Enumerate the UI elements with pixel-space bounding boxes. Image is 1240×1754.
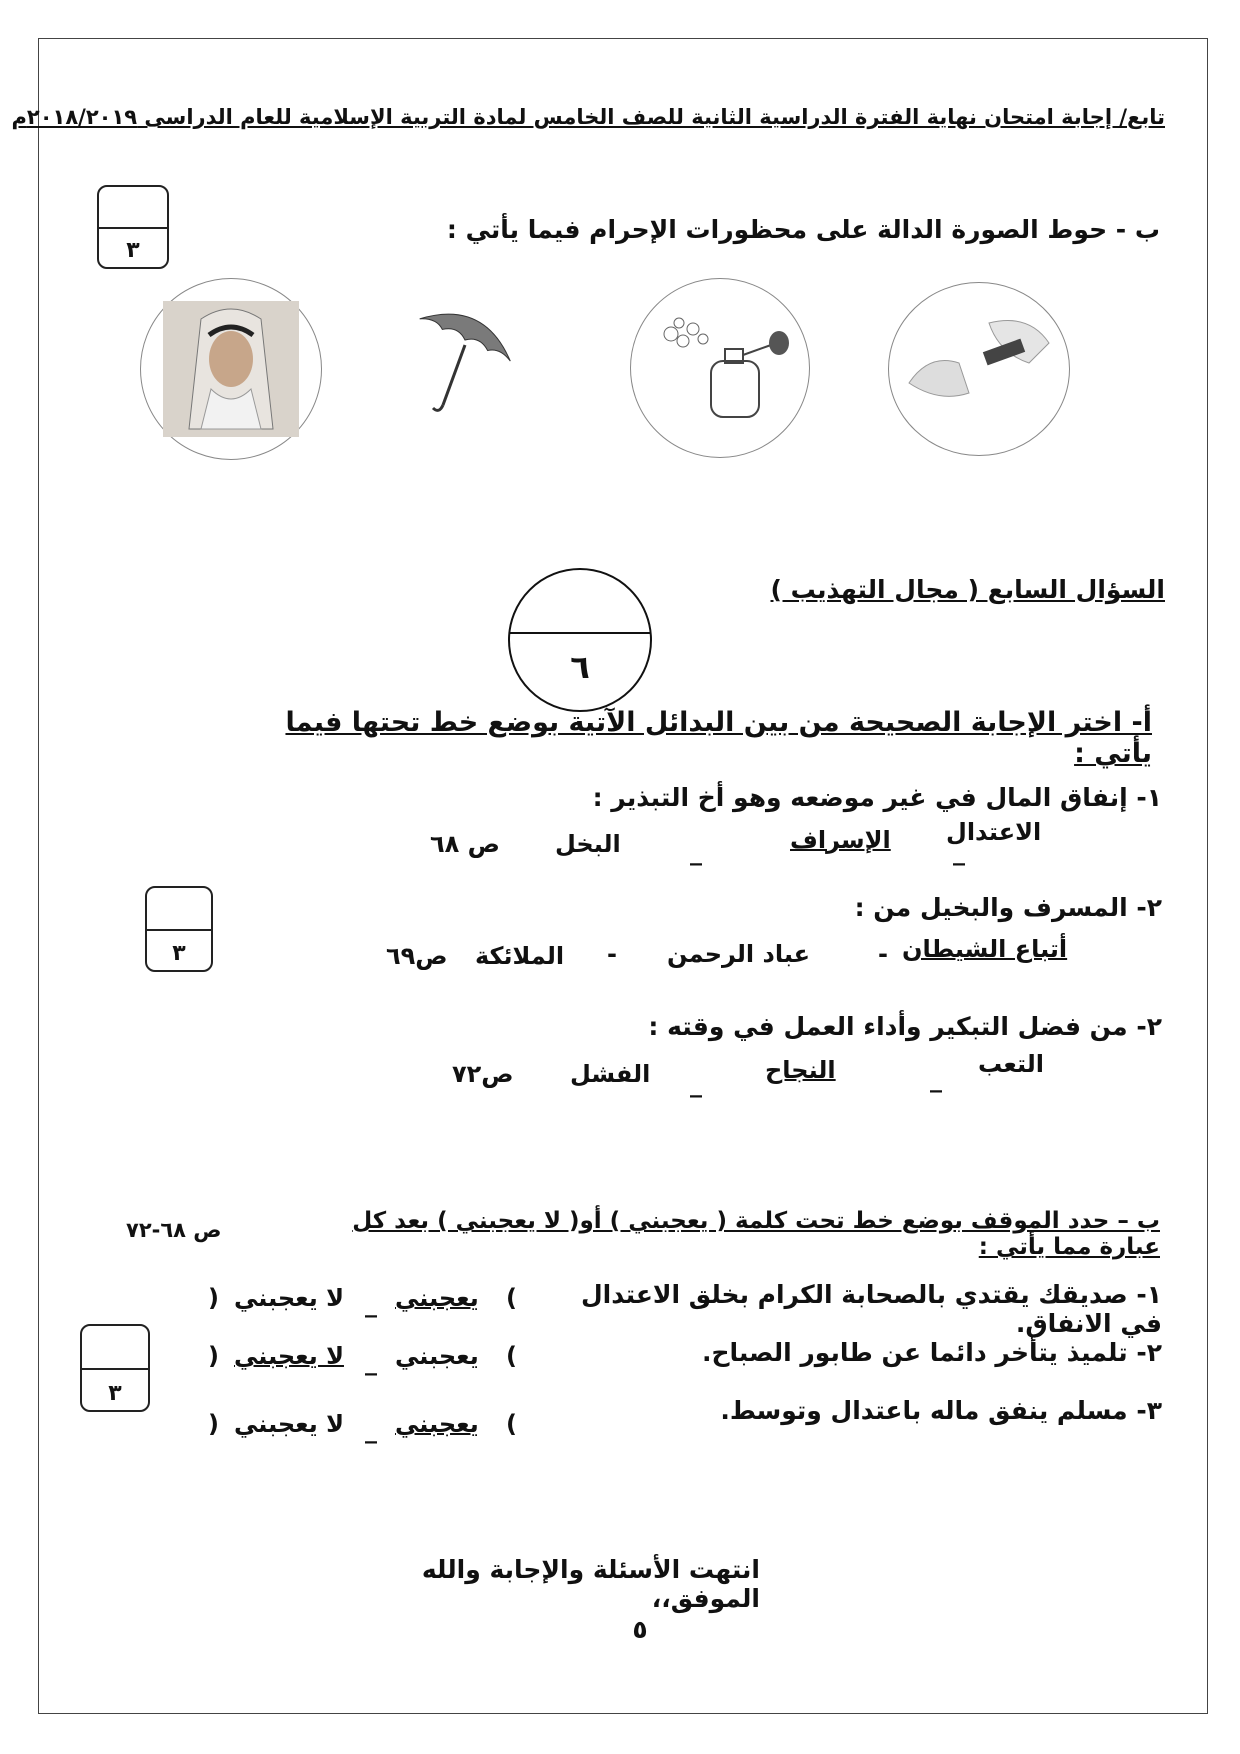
item1-option1[interactable]: الاعتدال	[946, 818, 1042, 846]
q7-title: السؤال السابع ( مجال التهذيب )	[770, 575, 1165, 604]
separator: -	[878, 940, 888, 968]
separator: _	[365, 1416, 377, 1444]
item2-option3[interactable]: الملائكة	[475, 942, 565, 970]
separator: _	[365, 1290, 377, 1318]
q7-score-circle	[508, 568, 652, 712]
paren-open: (	[506, 1410, 517, 1438]
b1-like-correct[interactable]: يعجبني	[395, 1284, 479, 1312]
q7b-item1-text: ١- صديقك يقتدي بالصحابة الكرام بخلق الاعتدال في الانفاق.	[580, 1280, 1162, 1338]
item1-page-ref: ص ٦٨	[430, 830, 500, 858]
q7b-item3-text: ٣- مسلم ينفق ماله باعتدال وتوسط.	[720, 1396, 1162, 1425]
item3-option2-correct[interactable]: النجاح	[765, 1056, 836, 1084]
item3-option1[interactable]: التعب	[978, 1050, 1044, 1078]
paren-open: (	[506, 1342, 517, 1370]
b3-like-correct[interactable]: يعجبني	[395, 1410, 479, 1438]
paren-close: )	[208, 1410, 219, 1438]
separator: _	[690, 838, 702, 866]
item2-option2[interactable]: عباد الرحمن	[667, 940, 811, 968]
item1-option2-correct[interactable]: الإسراف	[790, 826, 891, 854]
q7b-instruction: ب – حدد الموقف بوضع خط تحت كلمة ( يعجبني ) أو( لا يعجبني ) بعد كل عبارة مما يأتي :	[352, 1208, 1160, 1260]
umbrella-image	[405, 300, 525, 420]
score-box-q7a	[145, 886, 213, 972]
paren-open: (	[506, 1284, 517, 1312]
nail-clipper-image	[888, 282, 1070, 456]
item2-option1-correct[interactable]: أتباع الشيطان	[902, 935, 1068, 963]
separator: _	[930, 1065, 942, 1093]
man-ghutra-image	[140, 278, 322, 460]
q7b-item2-text: ٢- تلميذ يتأخر دائما عن طابور الصباح.	[701, 1338, 1162, 1367]
score-value: ٦	[570, 648, 590, 687]
q7a-item3-stem: ٢- من فضل التبكير وأداء العمل في وقته :	[648, 1012, 1162, 1041]
q7a-item1-stem: ١- إنفاق المال في غير موضعه وهو أخ التبذير :	[592, 783, 1162, 812]
item3-option3[interactable]: الفشل	[570, 1060, 651, 1088]
score-value: ٣	[108, 1381, 122, 1406]
item1-option3[interactable]: البخل	[555, 830, 621, 858]
q7a-instruction: أ- اختر الإجابة الصحيحة من بين البدائل الآتية بوضع خط تحتها فيما يأتي :	[285, 707, 1152, 769]
item2-page-ref: ص٦٩	[386, 942, 448, 970]
paren-close: )	[208, 1342, 219, 1370]
b1-dislike[interactable]: لا يعجبني	[234, 1284, 344, 1312]
page-header: تابع/ إجابة امتحان نهاية الفترة الدراسية الثانية للصف الخامس لمادة التربية الإسلامية للعام الدراسى ٢٠١٨/٢٠١٩م	[11, 105, 1165, 129]
b3-dislike[interactable]: لا يعجبني	[234, 1410, 344, 1438]
separator: _	[690, 1070, 702, 1098]
score-value: ٣	[126, 238, 140, 263]
score-box-q7b	[80, 1324, 150, 1412]
page-number: ٥	[632, 1615, 648, 1644]
separator: _	[365, 1348, 377, 1376]
score-box-b1	[97, 185, 169, 269]
closing-text: انتهت الأسئلة والإجابة والله الموفق،،	[421, 1555, 760, 1613]
item3-page-ref: ص٧٢	[452, 1060, 514, 1088]
separator: -	[607, 940, 617, 968]
b2-dislike-correct[interactable]: لا يعجبني	[234, 1342, 344, 1370]
score-value: ٣	[172, 941, 186, 966]
q7b-page-ref: ص ٦٨-٧٢	[126, 1218, 222, 1242]
perfume-image	[630, 278, 810, 458]
paren-close: )	[208, 1284, 219, 1312]
q7a-item2-stem: ٢- المسرف والبخيل من :	[854, 893, 1162, 922]
b1-instruction: ب - حوط الصورة الدالة على محظورات الإحرام فيما يأتي :	[446, 215, 1160, 244]
b2-like[interactable]: يعجبني	[395, 1342, 479, 1370]
separator: _	[953, 838, 965, 866]
